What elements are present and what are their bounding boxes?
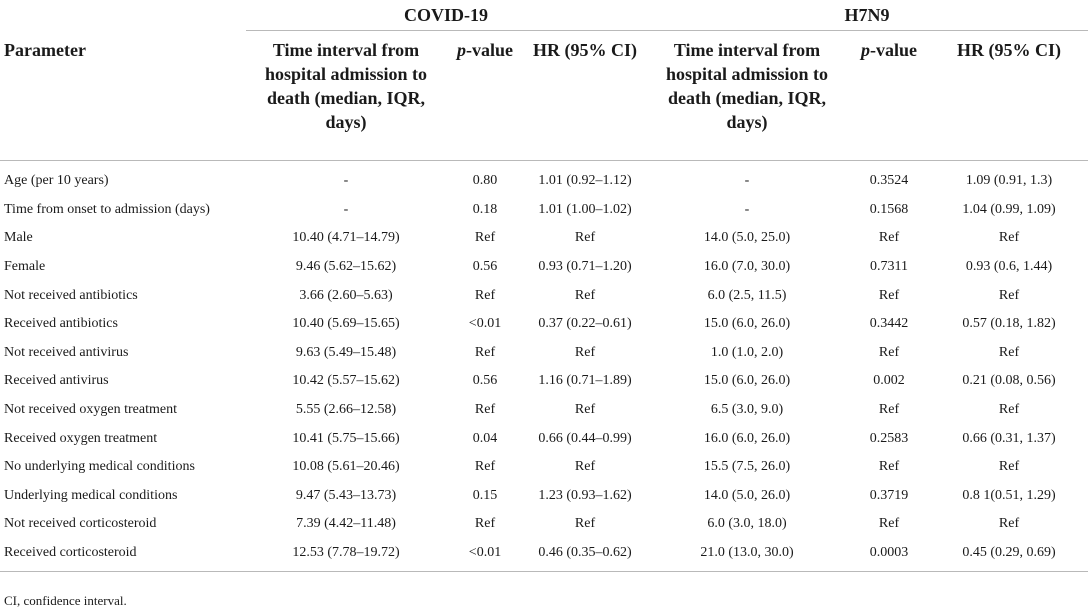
cell-c-p: <0.01 [446,539,524,572]
cell-h-int: 14.0 (5.0, 26.0) [703,487,791,503]
cell-h-int: 15.5 (7.5, 26.0) [703,459,791,475]
cell-c-int: 10.40 (5.69–15.65) [292,316,400,332]
cell-c-hr: 1.01 (1.00–1.02) [538,201,632,217]
cell-param: Received antivirus [4,373,109,389]
cell-c-int: 9.47 (5.43–13.73) [295,487,397,503]
cell-param: Received corticosteroid [0,539,246,572]
group-h7n9: H7N9 [646,0,1088,31]
column-header-row [0,31,1088,161]
cell-c-int: 5.55 (2.66–12.58) [295,402,397,418]
cell-param: Received oxygen treatment [4,430,158,446]
cell-h-p: Ref [878,287,900,303]
cell-c-hr: Ref [574,459,596,475]
table-row [0,510,1088,539]
cell-h-int: 6.0 (2.5, 11.5) [707,287,787,303]
cell-c-int: 7.39 (4.42–11.48) [296,516,396,532]
cell-c-hr: 0.37 (0.22–0.61) [538,316,632,332]
cell-h-int: - [744,173,750,189]
cell-h-hr: Ref [998,287,1020,303]
header-h7n9-pvalue: p-value [848,31,930,161]
cell-h-hr: 0.21 (0.08, 0.56) [962,373,1056,389]
cell-h-hr: 0.93 (0.6, 1.44) [965,259,1053,275]
cell-h-p: 0.0003 [848,539,930,572]
cell-h-int: 21.0 (13.0, 30.0) [646,539,848,572]
cell-c-p: Ref [474,459,496,475]
cell-c-p: 0.56 [472,259,498,275]
cell-c-hr: 1.01 (0.92–1.12) [538,173,632,189]
cell-h-hr: Ref [998,402,1020,418]
cell-param: Underlying medical conditions [4,487,178,503]
cell-param: Not received antivirus [4,344,129,360]
cell-c-p: 0.04 [472,430,498,446]
cell-h-p: 0.3719 [869,487,909,503]
cell-c-int: 3.66 (2.60–5.63) [299,287,393,303]
cell-c-int: 10.08 (5.61–20.46) [292,459,400,475]
cell-h-p: 0.3524 [869,173,909,189]
table-row [0,310,1088,339]
cell-c-p: Ref [474,344,496,360]
table-row [0,281,1088,310]
cell-h-p: Ref [878,344,900,360]
cell-h-int: 15.0 (6.0, 26.0) [703,316,791,332]
table-row [0,482,1088,511]
cell-c-p: Ref [474,287,496,303]
cell-h-hr: Ref [998,230,1020,246]
cell-c-hr: 1.16 (0.71–1.89) [538,373,632,389]
cell-c-p: Ref [474,230,496,246]
cell-h-p: Ref [878,230,900,246]
cell-c-p: 0.15 [472,487,498,503]
cell-h-int: - [744,201,750,217]
cell-c-hr: 0.66 (0.44–0.99) [538,430,632,446]
cell-h-p: 0.1568 [869,201,909,217]
cell-param: Not received antibiotics [4,287,138,303]
header-covid-pvalue: p-value [446,31,524,161]
cell-c-hr: Ref [574,402,596,418]
cell-c-p: <0.01 [468,316,502,332]
header-h7n9-interval: Time interval from hospital admission to death (median, IQR, days) [646,31,848,161]
cell-c-p: 0.56 [472,373,498,389]
cell-h-p: 0.3442 [869,316,909,332]
cell-h-hr: 0.8 1(0.51, 1.29) [962,487,1056,503]
header-h7n9-hr: HR (95% CI) [930,31,1088,161]
cell-h-hr: 0.45 (0.29, 0.69) [930,539,1088,572]
group-header-row [0,0,1088,31]
cell-c-int: - [343,201,349,217]
cell-param: No underlying medical conditions [4,459,195,475]
cell-h-int: 6.0 (3.0, 18.0) [707,516,787,532]
cell-h-p: Ref [878,516,900,532]
cell-c-hr: Ref [574,344,596,360]
table-row [0,224,1088,253]
cell-c-int: 9.46 (5.62–15.62) [295,259,397,275]
cell-c-p: Ref [474,402,496,418]
cell-param: Male [4,230,33,246]
cell-h-int: 16.0 (6.0, 26.0) [703,430,791,446]
cell-param: Received antibiotics [4,316,118,332]
cell-c-int: 10.41 (5.75–15.66) [292,430,400,446]
cell-h-p: 0.7311 [870,259,908,275]
cell-h-hr: Ref [998,459,1020,475]
cell-param: Time from onset to admission (days) [4,201,210,217]
header-covid-interval: Time interval from hospital admission to death (median, IQR, days) [246,31,446,161]
cell-h-hr: 0.57 (0.18, 1.82) [962,316,1056,332]
cell-c-hr: 1.23 (0.93–1.62) [538,487,632,503]
cell-h-int: 16.0 (7.0, 30.0) [703,259,791,275]
cell-c-hr: Ref [574,230,596,246]
cell-h-hr: 1.09 (0.91, 1.3) [965,173,1053,189]
cell-param: Female [4,259,46,275]
cell-h-int: 14.0 (5.0, 25.0) [703,230,791,246]
cell-c-int: - [343,173,349,189]
cell-h-hr: Ref [998,516,1020,532]
header-covid-hr: HR (95% CI) [524,31,646,161]
cell-h-int: 6.5 (3.0, 9.0) [710,402,784,418]
cell-c-int: 10.40 (4.71–14.79) [292,230,400,246]
cell-c-p: Ref [474,516,496,532]
cell-param: Not received corticosteroid [4,516,157,532]
cell-h-int: 1.0 (1.0, 2.0) [710,344,784,360]
cell-c-hr: Ref [574,287,596,303]
cell-param: Not received oxygen treatment [4,402,177,418]
table-row [0,253,1088,282]
cell-h-hr: 1.04 (0.99, 1.09) [962,201,1056,217]
cell-c-hr: 0.93 (0.71–1.20) [538,259,632,275]
header-parameter: Parameter [0,31,246,161]
cell-c-hr: 0.46 (0.35–0.62) [524,539,646,572]
cell-h-int: 15.0 (6.0, 26.0) [703,373,791,389]
cell-h-p: Ref [878,459,900,475]
table-footnote: CI, confidence interval. [4,593,127,608]
table-row [0,453,1088,482]
table-row [0,367,1088,396]
table-row [0,539,1088,572]
table-row [0,424,1088,453]
group-covid: COVID-19 [246,0,646,31]
cell-param: Age (per 10 years) [4,173,109,189]
cell-c-int: 12.53 (7.78–19.72) [246,539,446,572]
table-row [0,196,1088,225]
cell-h-hr: 0.66 (0.31, 1.37) [962,430,1056,446]
table-row [0,339,1088,368]
table-row [0,396,1088,425]
cell-h-p: 0.2583 [869,430,909,446]
cell-h-p: Ref [878,402,900,418]
cell-c-hr: Ref [574,516,596,532]
table-row [0,161,1088,196]
cell-c-int: 9.63 (5.49–15.48) [295,344,397,360]
cell-c-int: 10.42 (5.57–15.62) [292,373,400,389]
cell-c-p: 0.18 [472,201,498,217]
cell-h-p: 0.002 [873,373,905,389]
cell-h-hr: Ref [998,344,1020,360]
cell-c-p: 0.80 [472,173,498,189]
